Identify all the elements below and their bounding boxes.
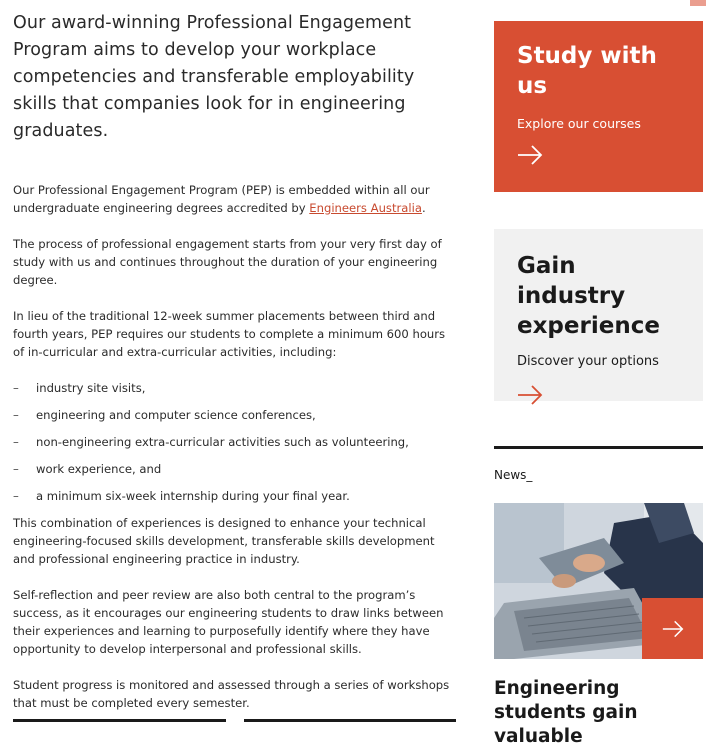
list-item: – a minimum six-week internship during your final year. bbox=[13, 489, 350, 503]
main-content bbox=[13, 10, 458, 712]
gain-industry-experience-card[interactable] bbox=[494, 229, 703, 401]
list-dash: – bbox=[13, 489, 19, 503]
paragraph-placements: In lieu of the traditional 12-week summer placements between third and fourth years, PEP requires our students to complete a minimum 600 hours of in-curricular and extra-curricular activities, including: bbox=[13, 309, 446, 359]
top-corner-icon bbox=[690, 0, 706, 6]
list-item: – non-engineering extra-curricular activities such as volunteering, bbox=[13, 435, 409, 449]
list-item: – work experience, and bbox=[13, 462, 162, 476]
list-dash: – bbox=[13, 462, 19, 476]
news-arrow-button[interactable] bbox=[642, 598, 703, 659]
arrow-right-icon[interactable] bbox=[517, 145, 543, 165]
paragraph-combination: This combination of experiences is designed to enhance your technical engineering-focused skills development, transferable skills development and professional engineering practice in industry. bbox=[13, 516, 435, 566]
paragraph-process: The process of professional engagement starts from your very first day of study with us and continues throughout the duration of your engineering degree. bbox=[13, 237, 442, 287]
paragraph-pep: Our Professional Engagement Program (PEP) is embedded within all our undergraduate engineering degrees accredited by Engineers Australia. bbox=[13, 183, 430, 215]
list-dash: – bbox=[13, 381, 19, 395]
list-item: – engineering and computer science conferences, bbox=[13, 408, 316, 422]
divider-bar-right bbox=[244, 719, 456, 722]
news-label: News_ bbox=[494, 468, 533, 482]
study-with-us-card[interactable] bbox=[494, 21, 703, 192]
paragraph-progress: Student progress is monitored and assessed through a series of workshops that must be completed every semester. bbox=[13, 678, 450, 710]
divider-bar-left bbox=[13, 719, 226, 722]
paragraph-reflection: Self-reflection and peer review are also both central to the program’s success, as it encourages our engineering students to draw links between their experiences and learning to purposefully identify where they have opportunity to develop interpersonal and professional skills. bbox=[13, 588, 444, 656]
list-dash: – bbox=[13, 435, 19, 449]
news-title[interactable]: Engineering students gain valuable bbox=[494, 678, 638, 747]
engineers-australia-link[interactable]: Engineers Australia bbox=[309, 201, 422, 215]
list-item: – industry site visits, bbox=[13, 381, 146, 395]
intro-text: Our award-winning Professional Engagement Program aims to develop your workplace competencies and transferable employability skills that companies look for in engineering graduates. bbox=[13, 13, 415, 141]
news-image[interactable] bbox=[494, 503, 703, 659]
activities-list bbox=[13, 379, 458, 505]
bottom-divider-bars bbox=[13, 719, 456, 724]
industry-card-subtitle: Discover your options bbox=[517, 354, 659, 369]
news-divider bbox=[494, 446, 703, 449]
arrow-right-icon bbox=[662, 620, 684, 638]
industry-card-title: Gain industry experience bbox=[517, 253, 660, 339]
list-dash: – bbox=[13, 408, 19, 422]
study-card-subtitle: Explore our courses bbox=[517, 116, 641, 131]
study-card-title: Study with us bbox=[517, 43, 657, 99]
arrow-right-icon[interactable] bbox=[517, 385, 543, 405]
